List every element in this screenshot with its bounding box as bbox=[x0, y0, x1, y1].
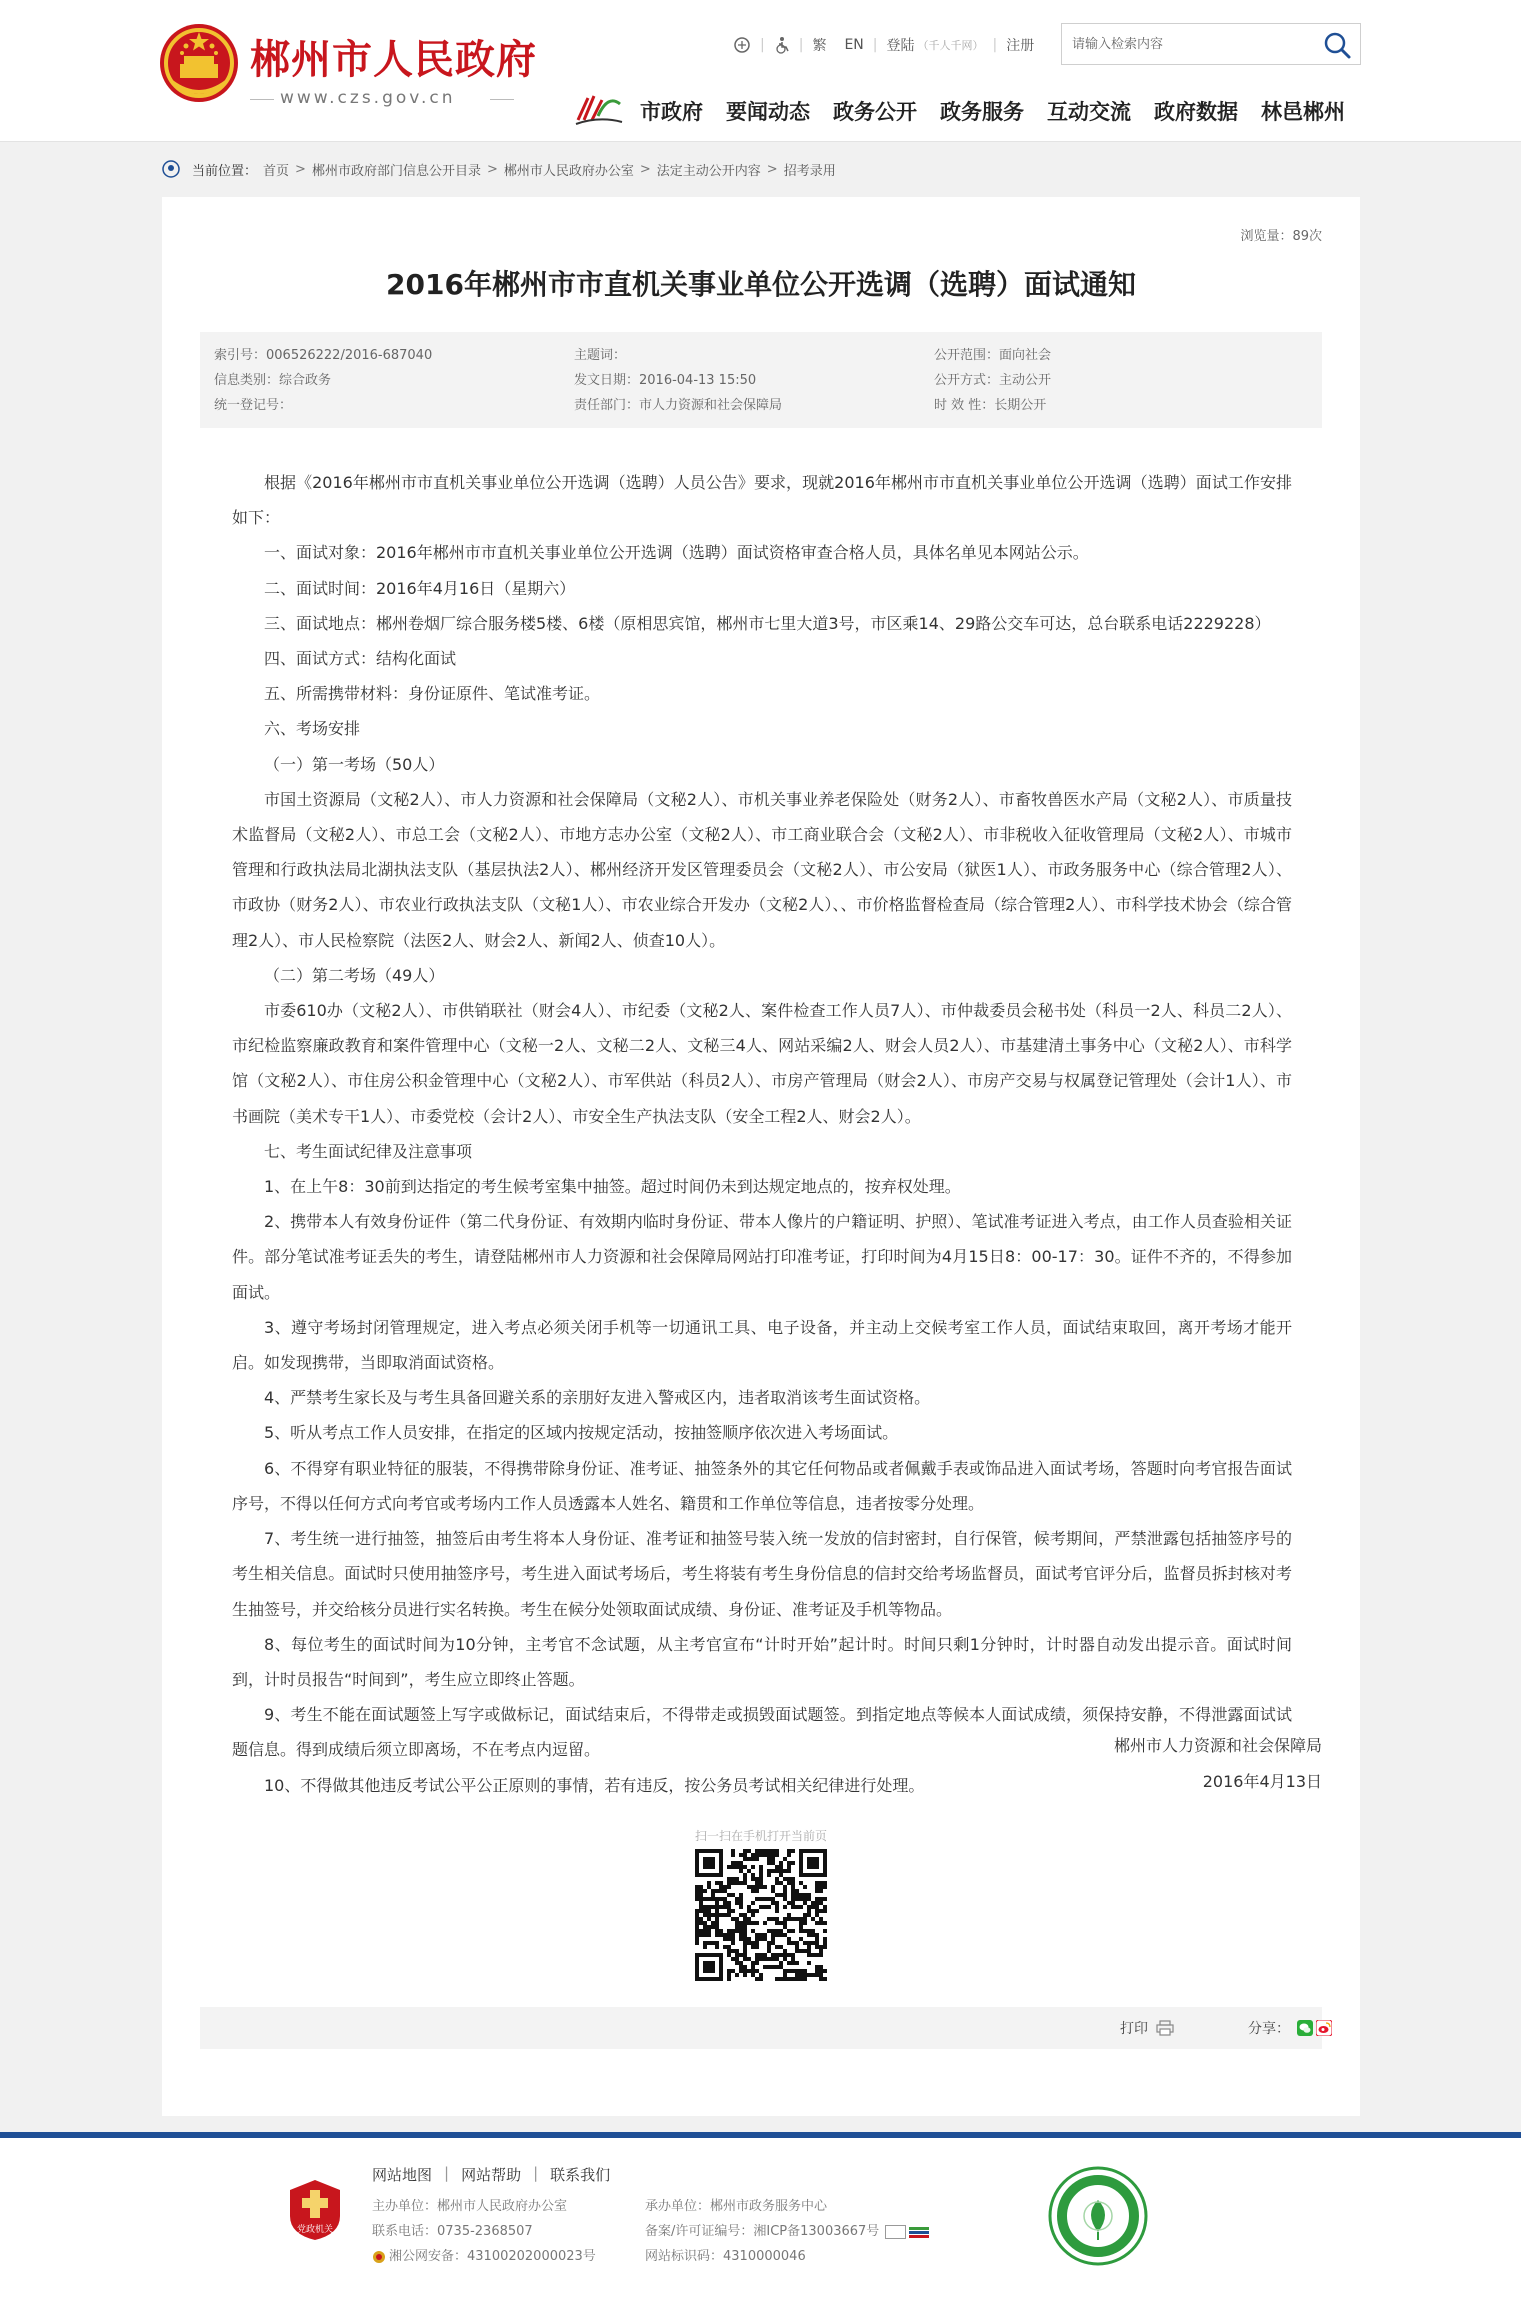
article-paragraph: 七、考生面试纪律及注意事项 bbox=[264, 1141, 473, 1161]
article-paragraph: 一、面试对象：2016年郴州市市直机关事业单位公开选调（选聘）面试资格审查合格人员，具体名单见本网站公示。 bbox=[264, 543, 1089, 563]
util-separator: | bbox=[872, 37, 878, 53]
footer-police-record-text: 湘公网安备：43100202000023号 bbox=[389, 2249, 596, 2264]
view-count: 浏览量：89次 bbox=[1240, 229, 1322, 244]
breadcrumb-directory[interactable]: 郴州市政府部门信息公开目录 bbox=[311, 163, 481, 179]
article-paragraph: 9、考生不能在面试题签上写字或做标记，面试结束后，不得带走或损毁面试题签。到指定地点等候本人面试成绩，须保持安静，不得泄露面试试题信息。得到成绩后须立即离场，不在考点内逗留。 bbox=[232, 1705, 1292, 1760]
footer-organizer: 承办单位：郴州市政务服务中心 bbox=[645, 2199, 828, 2214]
util-separator: | bbox=[760, 37, 765, 53]
main-nav bbox=[640, 96, 1345, 126]
article-meta bbox=[200, 332, 1322, 428]
register-link[interactable]: 注册 bbox=[1006, 38, 1035, 54]
footer-link-contact[interactable]: 联系我们 bbox=[550, 2166, 611, 2184]
site-footer bbox=[0, 2138, 1521, 2315]
meta-index-number: 索引号：006526222/2016-687040 bbox=[214, 348, 433, 363]
footer-info-left bbox=[372, 2194, 596, 2269]
breadcrumb-recruitment[interactable]: 招考录用 bbox=[783, 163, 836, 179]
site-header bbox=[0, 0, 1521, 142]
weibo-icon[interactable] bbox=[1316, 2020, 1332, 2036]
wechat-icon[interactable] bbox=[1297, 2020, 1313, 2036]
nav-item-data[interactable]: 政府数据 bbox=[1154, 100, 1238, 124]
article-card bbox=[162, 197, 1360, 2116]
breadcrumb bbox=[162, 156, 836, 182]
article-paragraph: 六、考场安排 bbox=[264, 719, 361, 739]
article-paragraph: 10、不得做其他违反考试公平公正原则的事情，若有违反，按公务员考试相关纪律进行处理。 bbox=[264, 1775, 925, 1795]
share-label: 分享： bbox=[1248, 2021, 1290, 2037]
print-button[interactable] bbox=[1120, 2018, 1174, 2038]
article-paragraph: 1、在上午8：30前到达指定的考生候考室集中抽签。超过时间仍未到达规定地点的，按弃权处理。 bbox=[264, 1177, 961, 1197]
footer-icp-text: 备案/许可证编号：湘ICP备13003667号 bbox=[645, 2224, 880, 2239]
article-paragraph: 5、听从考点工作人员安排，在指定的区域内按规定活动，按抽签顺序依次进入考场面试。 bbox=[264, 1423, 899, 1443]
wheelchair-icon bbox=[774, 36, 790, 54]
article-paragraph: 4、严禁考生家长及与考生具备回避关系的亲朋好友进入警戒区内，违者取消该考生面试资格。 bbox=[264, 1388, 931, 1408]
footer-sponsor: 主办单位：郴州市人民政府办公室 bbox=[372, 2199, 568, 2214]
party-government-badge-icon[interactable] bbox=[288, 2178, 342, 2242]
meta-column bbox=[574, 343, 782, 418]
breadcrumb-separator: > bbox=[295, 161, 306, 177]
signoff-date: 2016年4月13日 bbox=[1202, 1772, 1322, 1791]
breadcrumb-lead: 当前位置： bbox=[192, 163, 258, 179]
article-paragraph: 8、每位考生的面试时间为10分钟，主考官不念试题，从主考官宣布“计时开始”起计时。时间只剩1分钟时，计时器自动发出提示音。面试时间到，计时员报告“时间到”，考生应立即终止答题。 bbox=[232, 1634, 1292, 1689]
breadcrumb-separator: > bbox=[766, 161, 778, 177]
qr-label: 扫一扫在手机打开当前页 bbox=[694, 1829, 827, 1843]
article-title: 2016年郴州市市直机关事业单位公开选调（选聘）面试通知 bbox=[386, 268, 1136, 301]
article-paragraph: 3、遵守考场封闭管理规定，进入考点必须关闭手机等一切通讯工具、电子设备，并主动上交候考室工作人员，面试结束取回，离开考场才能开启。如发现携带，当即取消面试资格。 bbox=[232, 1317, 1292, 1373]
breadcrumb-home[interactable]: 首页 bbox=[263, 163, 290, 179]
footer-icp[interactable] bbox=[645, 2219, 929, 2244]
meta-publish-date: 发文日期：2016-04-13 15:50 bbox=[574, 373, 757, 388]
civilized-city-seal-icon[interactable] bbox=[1048, 2166, 1148, 2266]
site-url: www.czs.gov.cn bbox=[280, 88, 456, 108]
nav-item-services[interactable]: 政务服务 bbox=[940, 100, 1024, 124]
meta-validity: 时 效 性：长期公开 bbox=[934, 398, 1047, 413]
nav-item-news[interactable]: 要闻动态 bbox=[726, 100, 810, 124]
url-divider bbox=[250, 99, 274, 100]
article-body bbox=[232, 465, 1292, 1803]
site-name[interactable]: 郴州市人民政府 bbox=[250, 37, 537, 83]
article-paragraph: 三、面试地点：郴州卷烟厂综合服务楼5楼、6楼（原相思宾馆，郴州市七里大道3号，市区乘14、29路公交车可达，总台联系电话2229228） bbox=[264, 613, 1271, 633]
meta-column bbox=[934, 343, 1051, 418]
meta-column bbox=[214, 343, 432, 418]
url-divider bbox=[490, 99, 514, 100]
share-bar bbox=[200, 2007, 1322, 2049]
footer-link-separator: | bbox=[533, 2164, 539, 2182]
national-emblem-icon[interactable] bbox=[158, 22, 240, 104]
breadcrumb-separator: > bbox=[639, 161, 651, 177]
article-paragraph: （一）第一考场（50人） bbox=[264, 754, 445, 774]
article-paragraph: 2、携带本人有效身份证件（第二代身份证、有效期内临时身份证、带本人像片的户籍证明、护照）、笔试准考证进入考点，由工作人员查验相关证件。部分笔试准考证丢失的考生，请登陆郴州市人力资源和社会保障局网站打印准考证，打印时间为4月15日8：00-17：30。证件不齐的，不得参加面试。 bbox=[232, 1212, 1292, 1302]
meta-method: 公开方式：主动公开 bbox=[934, 373, 1052, 388]
meta-keywords: 主题词： bbox=[574, 348, 627, 363]
footer-link-help[interactable]: 网站帮助 bbox=[461, 2166, 522, 2184]
traditional-chinese-link[interactable]: 繁 bbox=[812, 38, 827, 54]
icp-badge-icon bbox=[885, 2225, 929, 2239]
search-icon[interactable] bbox=[1322, 30, 1352, 60]
article-paragraph: 市国土资源局（文秘2人）、市人力资源和社会保障局（文秘2人）、市机关事业养老保险处（财务2人）、市畜牧兽医水产局（文秘2人）、市质量技术监督局（文秘2人）、市总工会（文秘2人）、市地方志办公室（文秘2人）、市工商业联合会（文秘2人）、市非税收入征收管理局（文秘2人）、市城市管理和行政执法局北湖执法支队（基层执法2人）、郴州经济开发区管理委员会（文秘2人）、市公安局（狱医1人）、市政务服务中心（综合管理2人）、市政协（财务2人）、市农业行政执法支队（文秘1人）、市农业综合开发办（文秘2人）、、市价格监督检查局（综合管理2人）、市科学技术协会（综合管理2人）、市人民检察院（法医2人、财会2人、新闻2人、侦查10人）。 bbox=[232, 789, 1292, 950]
article-paragraph: （二）第二考场（49人） bbox=[264, 965, 445, 985]
meta-category: 信息类别：综合政务 bbox=[214, 373, 332, 388]
footer-police-record[interactable] bbox=[372, 2244, 596, 2269]
printer-icon bbox=[1156, 2020, 1174, 2036]
english-link[interactable]: EN bbox=[844, 37, 864, 53]
location-pin-icon bbox=[162, 160, 180, 178]
footer-info-right bbox=[645, 2194, 929, 2269]
breadcrumb-public-content[interactable]: 法定主动公开内容 bbox=[656, 163, 761, 179]
search-box bbox=[1061, 23, 1361, 65]
article-paragraph: 二、面试时间：2016年4月16日（星期六） bbox=[264, 578, 576, 598]
footer-links bbox=[372, 2164, 610, 2185]
barrier-free-icon bbox=[733, 36, 751, 54]
footer-phone: 联系电话：0735-2368507 bbox=[372, 2224, 533, 2239]
article-paragraph: 6、不得穿有职业特征的服装，不得携带除身份证、准考证、抽签条外的其它任何物品或者佩戴手表或饰品进入面试考场，答题时向考官报告面试序号，不得以任何方式向考官或考场内工作人员透露本人姓名、籍贯和工作单位等信息，违者按零分处理。 bbox=[232, 1458, 1292, 1513]
article-paragraph: 五、所需携带材料：身份证原件、笔试准考证。 bbox=[264, 684, 601, 704]
login-note: （千人千网） bbox=[917, 39, 984, 52]
badge-text: 党政机关 bbox=[296, 2225, 334, 2235]
login-link[interactable] bbox=[877, 35, 992, 55]
police-badge-icon bbox=[372, 2250, 386, 2264]
nav-item-interaction[interactable]: 互动交流 bbox=[1047, 100, 1131, 124]
meta-registration-number: 统一登记号： bbox=[214, 398, 293, 413]
meta-scope: 公开范围：面向社会 bbox=[934, 348, 1052, 363]
nav-item-government[interactable]: 市政府 bbox=[640, 100, 703, 124]
util-separator: | bbox=[992, 37, 998, 53]
footer-link-separator: | bbox=[444, 2164, 450, 2182]
article-paragraph: 7、考生统一进行抽签，抽签后由考生将本人身份证、准考证和抽签号装入统一发放的信封密封，自行保管，候考期间，严禁泄露包括抽签序号的考生相关信息。面试时只使用抽签序号，考生进入面试考场后，考生将装有考生身份信息的信封交给考场监督员，面试考官评分后，监督员拆封核对考生抽签号，并交给核分员进行实名转换。考生在候分处领取面试成绩、身份证、准考证及手机等物品。 bbox=[232, 1529, 1292, 1619]
util-separator: | bbox=[798, 37, 804, 53]
nav-item-linyi[interactable]: 林邑郴州 bbox=[1261, 100, 1345, 124]
article-paragraph: 四、面试方式：结构化面试 bbox=[264, 649, 457, 669]
nav-item-gov-affairs[interactable]: 政务公开 bbox=[833, 100, 917, 124]
accessibility-link[interactable] bbox=[724, 36, 760, 54]
footer-link-sitemap[interactable]: 网站地图 bbox=[372, 2166, 433, 2184]
utility-bar bbox=[724, 34, 1043, 56]
qr-code-icon bbox=[695, 1849, 827, 1981]
article-paragraph: 市委610办（文秘2人）、市供销联社（财会4人）、市纪委（文秘2人、案件检查工作人员7人）、市仲裁委员会秘书处（科员一2人、科员二2人）、市纪检监察廉政教育和案件管理中心（文秘一2人、文秘二2人、文秘三4人、网站采编2人、财会人员2人）、市基建清土事务中心（文秘2人）、市科学馆（文秘2人）、市住房公积金管理中心（文秘2人）、市军供站（科员2人）、市房产管理局（财会2人）、市房产交易与权属登记管理处（会计1人）、市书画院（美术专干1人）、市委党校（会计2人）、市安全生产执法支队（安全工程2人、财会2人）。 bbox=[232, 1001, 1292, 1126]
elder-mode-link[interactable] bbox=[765, 36, 799, 54]
print-label: 打印 bbox=[1120, 2021, 1148, 2037]
share-group bbox=[1248, 2018, 1332, 2038]
footer-site-id: 网站标识码：4310000046 bbox=[645, 2249, 806, 2264]
linyi-logo-icon bbox=[574, 90, 624, 128]
breadcrumb-separator: > bbox=[486, 161, 498, 177]
login-label: 登陆 bbox=[886, 38, 915, 54]
article-paragraph: 根据《2016年郴州市市直机关事业单位公开选调（选聘）人员公告》要求，现就2016年郴州市市直机关事业单位公开选调（选聘）面试工作安排如下： bbox=[232, 473, 1292, 528]
meta-department: 责任部门：市人力资源和社会保障局 bbox=[574, 398, 783, 413]
signoff-org: 郴州市人力资源和社会保障局 bbox=[1113, 1736, 1322, 1755]
search-input[interactable] bbox=[1072, 33, 1312, 55]
breadcrumb-office[interactable]: 郴州市人民政府办公室 bbox=[503, 163, 634, 179]
